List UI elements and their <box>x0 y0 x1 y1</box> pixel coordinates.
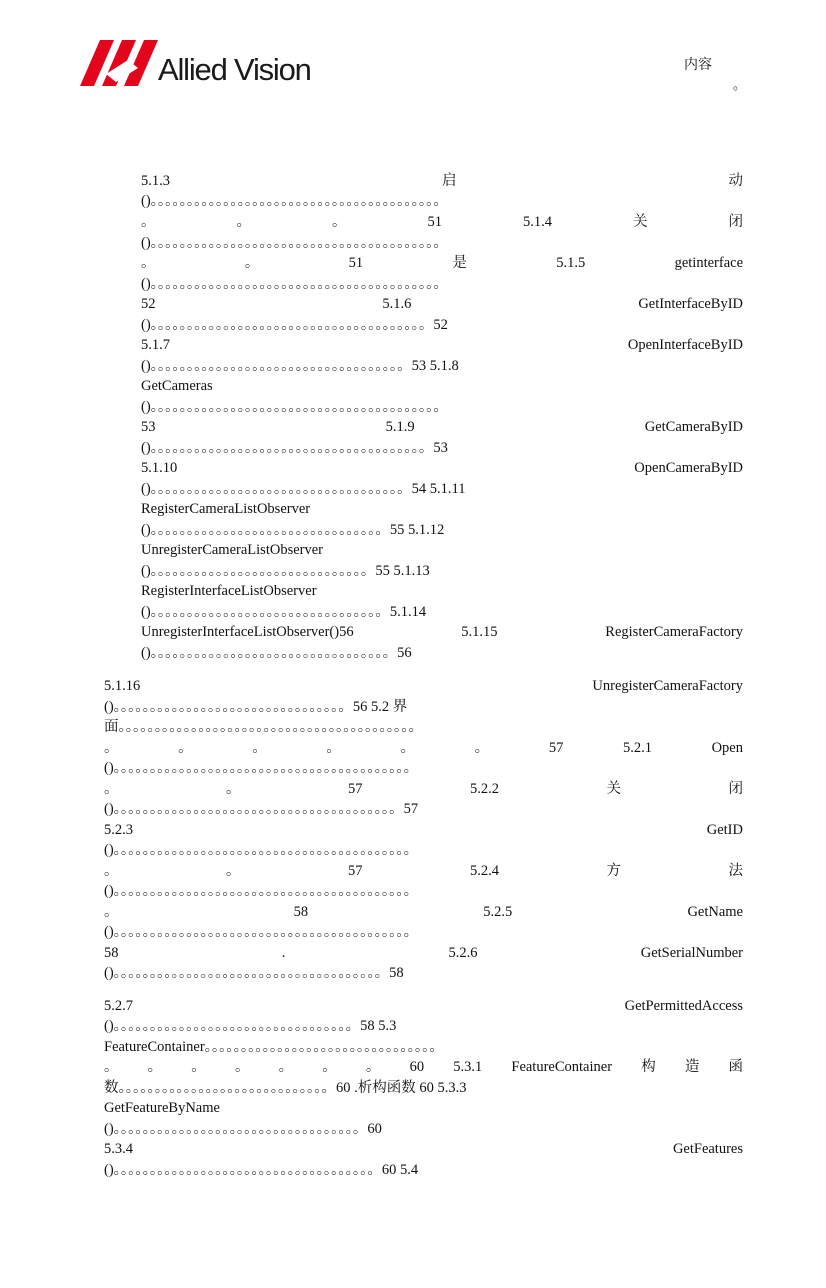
toc-entry-text: 5.1.16 <box>104 678 141 694</box>
toc-line <box>104 779 743 799</box>
toc-entry-text: 5.1.10 <box>141 460 178 476</box>
toc-entry-text: RegisterCameraFactory <box>605 624 743 640</box>
toc-line <box>104 1078 743 1098</box>
toc-line <box>141 171 743 191</box>
toc-entry-text: 动 <box>728 173 743 189</box>
toc-entry-text: 5.1.6 <box>382 296 412 312</box>
toc-entry-text: Open <box>711 740 743 756</box>
toc-entry-text: GetSerialNumber <box>640 945 743 961</box>
toc-line <box>104 758 743 778</box>
toc-line <box>104 738 743 758</box>
toc-line <box>104 697 743 717</box>
toc-entry-text: 。 <box>141 214 156 230</box>
toc-entry-text: 。 <box>244 255 260 271</box>
toc-entry-text: UnregisterInterfaceListObserver()56 <box>141 624 354 640</box>
toc-entry-text: 5.2.7 <box>104 998 133 1014</box>
toc-entry-text: UnregisterCameraFactory <box>592 678 743 694</box>
toc-entry-text: ()。。。。。。。。。。。。。。。。。。。。。。。。。。。。。。。。。。。。。。。。 <box>141 399 448 415</box>
toc-entry-text: 5.1.15 <box>461 624 498 640</box>
toc-entry-text: GetPermittedAccess <box>624 998 743 1014</box>
toc-entry-text: RegisterCameraListObserver <box>141 501 311 517</box>
toc-line <box>141 397 743 417</box>
toc-entry-text: GetCameras <box>141 378 213 394</box>
toc-line <box>141 561 743 581</box>
toc-entry-text: ()。。。。。。。。。。。。。。。。。。。。。。。。。。。。。。。。。。。。60 5.4 <box>104 1162 419 1178</box>
toc-entry-text: . <box>281 945 286 961</box>
toc-entry-text: 。 <box>252 740 267 756</box>
toc-line <box>141 479 743 499</box>
toc-entry-text: 方 <box>606 863 621 879</box>
toc-entry-text: 。 <box>104 1059 119 1075</box>
toc-entry-text: 57 <box>347 863 363 879</box>
toc-entry-text: GetFeatureByName <box>104 1100 220 1116</box>
toc-entry-text: ()。。。。。。。。。。。。。。。。。。。。。。。。。。。。。。。。。。。。。。。。 <box>141 276 448 292</box>
toc-entry-text: ()。。。。。。。。。。。。。。。。。。。。。。。。。。。。。。。。56 5.2 界 <box>104 699 408 715</box>
toc-entry-text: 。 <box>191 1059 206 1075</box>
toc-entry-text: ()。。。。。。。。。。。。。。。。。。。。。。。。。。。。。。。。。。。54 5.1.11 <box>141 481 466 497</box>
toc-entry-text: GetFeatures <box>672 1141 743 1157</box>
toc-entry-text: 。 <box>104 740 119 756</box>
toc-entry-text: 5.2.4 <box>470 863 499 879</box>
toc-line <box>104 840 743 860</box>
toc-entry-text: 57 <box>548 740 564 756</box>
toc-entry-text: 法 <box>728 863 743 879</box>
toc-line <box>104 1119 743 1139</box>
toc-line <box>104 799 743 819</box>
toc-entry-text: ()。。。。。。。。。。。。。。。。。。。。。。。。。。。。。。。。。。。。。。。。 <box>141 193 448 209</box>
toc-entry-text: RegisterInterfaceListObserver <box>141 583 317 599</box>
toc-entry-text: 5.2.1 <box>622 740 652 756</box>
toc-entry-text: 是 <box>452 255 467 271</box>
toc-line <box>104 1098 743 1118</box>
toc-line <box>104 902 743 922</box>
toc-entry-text: GetName <box>687 904 743 920</box>
toc-entry-text: ()。。。。。。。。。。。。。。。。。。。。。。。。。。。。。。。。。。。。。。。。。 <box>104 924 419 940</box>
toc-entry-text: FeatureContainer <box>511 1059 613 1075</box>
toc-entry-text: 53 <box>141 419 156 435</box>
toc-entry-text: ()。。。。。。。。。。。。。。。。。。。。。。。。。。。。。。。。。。。。。。。。。 <box>104 842 419 858</box>
toc-line <box>141 274 743 294</box>
toc-entry-text: 。 <box>400 740 416 756</box>
brand-name: Allied Vision <box>158 52 311 87</box>
toc-entry-text: OpenCameraByID <box>634 460 743 476</box>
toc-line <box>104 881 743 901</box>
toc-entry-text: ()。。。。。。。。。。。。。。。。。。。。。。。。。。。。。。。。。。。。。。。。 <box>141 235 448 251</box>
toc-entry-text: ()。。。。。。。。。。。。。。。。。。。。。。。。。。。。。。55 5.1.13 <box>141 563 430 579</box>
toc-line <box>141 581 743 601</box>
toc-line <box>141 212 743 232</box>
toc-entry-text: 。 <box>225 863 241 879</box>
toc-entry-text: ()。。。。。。。。。。。。。。。。。。。。。。。。。。。。。。。。。。60 <box>104 1121 382 1137</box>
toc-line <box>104 1139 743 1159</box>
toc-line <box>141 315 743 335</box>
toc-entry-text: 5.2.2 <box>470 781 499 797</box>
toc-line <box>104 1160 743 1180</box>
toc-entry-text: 。 <box>141 255 156 271</box>
toc-entry-text: 5.2.6 <box>448 945 478 961</box>
toc-entry-text: GetID <box>706 822 743 838</box>
toc-line <box>141 520 743 540</box>
toc-entry-text: 52 <box>141 296 156 312</box>
toc-entry-text: 60 <box>409 1059 425 1075</box>
toc-entry-text: 。 <box>331 214 347 230</box>
toc-entry-text: 启 <box>442 173 457 189</box>
toc-entry-text: 闭 <box>728 781 743 797</box>
toc-entry-text: 。 <box>104 904 119 920</box>
toc-entry-text: 。 <box>104 863 119 879</box>
toc-entry-text: 数。。。。。。。。。。。。。。。。。。。。。。。。。。。。。60 .析构函数 60 5.3.3 <box>104 1080 467 1096</box>
toc-entry-text: 。 <box>178 740 193 756</box>
toc-entry-text: ()。。。。。。。。。。。。。。。。。。。。。。。。。。。。。。。。。。。53 5.1.8 <box>141 358 459 374</box>
toc-line <box>141 233 743 253</box>
toc-entry-text: 5.3.4 <box>104 1141 133 1157</box>
toc-entry-text: 。 <box>278 1059 294 1075</box>
toc-entry-text: 5.3.1 <box>453 1059 483 1075</box>
toc-entry-text: 闭 <box>728 214 743 230</box>
toc-entry-text: 造 <box>684 1059 700 1075</box>
toc-entry-text: 5.1.5 <box>556 255 586 271</box>
toc-line <box>141 622 743 642</box>
toc-line <box>141 499 743 519</box>
toc-entry-text: 构 <box>641 1059 656 1075</box>
toc-entry-text: GetCameraByID <box>644 419 743 435</box>
toc-entry-text: 。 <box>104 781 119 797</box>
toc-line <box>104 1016 743 1036</box>
toc-entry-text: 。 <box>236 214 251 230</box>
toc-line <box>104 1037 743 1057</box>
toc-line <box>141 356 743 376</box>
toc-entry-text: 5.1.7 <box>141 337 170 353</box>
toc-line <box>141 294 743 314</box>
toc-line <box>141 643 743 663</box>
toc-entry-text: ()。。。。。。。。。。。。。。。。。。。。。。。。。。。。。。。。。。。。。。52 <box>141 317 448 333</box>
toc-entry-text: ()。。。。。。。。。。。。。。。。。。。。。。。。。。。。。。。。。。。。。58 <box>104 965 404 981</box>
toc-entry-text: 。 <box>147 1059 163 1075</box>
toc-line <box>141 458 743 478</box>
toc-entry-text: ()。。。。。。。。。。。。。。。。。。。。。。。。。。。。。。。。。。。。。。。57 <box>104 801 419 817</box>
toc-entry-text: 5.1.9 <box>385 419 415 435</box>
toc-entry-text: 关 <box>606 781 621 797</box>
toc-entry-text: ()。。。。。。。。。。。。。。。。。。。。。。。。。。。。。。。。5.1.14 <box>141 604 427 620</box>
toc-entry-text: 58 <box>104 945 119 961</box>
toc-line <box>104 922 743 942</box>
toc-entry-text: getinterface <box>674 255 743 271</box>
toc-entry-text: 51 <box>348 255 364 271</box>
toc-entry-text: 函 <box>728 1059 743 1075</box>
toc-line <box>104 861 743 881</box>
toc-entry-text: 57 <box>347 781 363 797</box>
toc-entry-text: 。 <box>322 1059 337 1075</box>
toc-entry-text: 。 <box>234 1059 250 1075</box>
toc-entry-text: 关 <box>633 214 648 230</box>
toc-entry-text: OpenInterfaceByID <box>627 337 743 353</box>
toc-line <box>141 417 743 437</box>
toc-line <box>141 540 743 560</box>
toc-line <box>141 253 743 273</box>
toc-line <box>141 335 743 355</box>
toc-entry-text: ()。。。。。。。。。。。。。。。。。。。。。。。。。。。。。。。。。56 <box>141 645 412 661</box>
toc-entry-text: 面。。。。。。。。。。。。。。。。。。。。。。。。。。。。。。。。。。。。。。。。。 <box>104 719 423 735</box>
toc-entry-text: 5.2.5 <box>483 904 513 920</box>
header-dot: 。 <box>733 77 747 92</box>
toc-line <box>104 676 743 696</box>
toc-entry-text: ()。。。。。。。。。。。。。。。。。。。。。。。。。。。。。。。。。58 5.3 <box>104 1018 397 1034</box>
toc-line <box>104 943 743 963</box>
toc-line <box>141 376 743 396</box>
toc-entry-text: 5.2.3 <box>104 822 133 838</box>
toc-entry-text: 。 <box>326 740 341 756</box>
toc-line <box>104 963 743 983</box>
toc-entry-text: 。 <box>365 1059 381 1075</box>
toc-line <box>141 438 743 458</box>
toc-entry-text: UnregisterCameraListObserver <box>141 542 323 558</box>
toc-line <box>104 996 743 1016</box>
toc-line <box>141 191 743 211</box>
toc-entry-text: ()。。。。。。。。。。。。。。。。。。。。。。。。。。。。。。。。。。。。。。。。。 <box>104 883 419 899</box>
toc-line <box>104 820 743 840</box>
toc-entry-text: GetInterfaceByID <box>638 296 743 312</box>
toc-entry-text: 。 <box>225 781 241 797</box>
header-title: 内容 <box>684 58 712 73</box>
toc-entry-text: 5.1.3 <box>141 173 170 189</box>
toc-entry-text: ()。。。。。。。。。。。。。。。。。。。。。。。。。。。。。。。。。。。。。。53 <box>141 440 448 456</box>
toc-entry-text: 58 <box>293 904 309 920</box>
toc-entry-text: FeatureContainer。。。。。。。。。。。。。。。。。。。。。。。。。。。。。。。。 <box>104 1039 444 1055</box>
toc-entry-text: 。 <box>474 740 490 756</box>
toc-entry-text: ()。。。。。。。。。。。。。。。。。。。。。。。。。。。。。。。。。。。。。。。。。 <box>104 760 419 776</box>
toc-line <box>141 602 743 622</box>
toc-entry-text: 5.1.4 <box>523 214 552 230</box>
toc-line <box>104 717 743 737</box>
toc-entry-text: ()。。。。。。。。。。。。。。。。。。。。。。。。。。。。。。。。55 5.1.12 <box>141 522 445 538</box>
toc-entry-text: 51 <box>427 214 442 230</box>
toc-line <box>104 1057 743 1077</box>
